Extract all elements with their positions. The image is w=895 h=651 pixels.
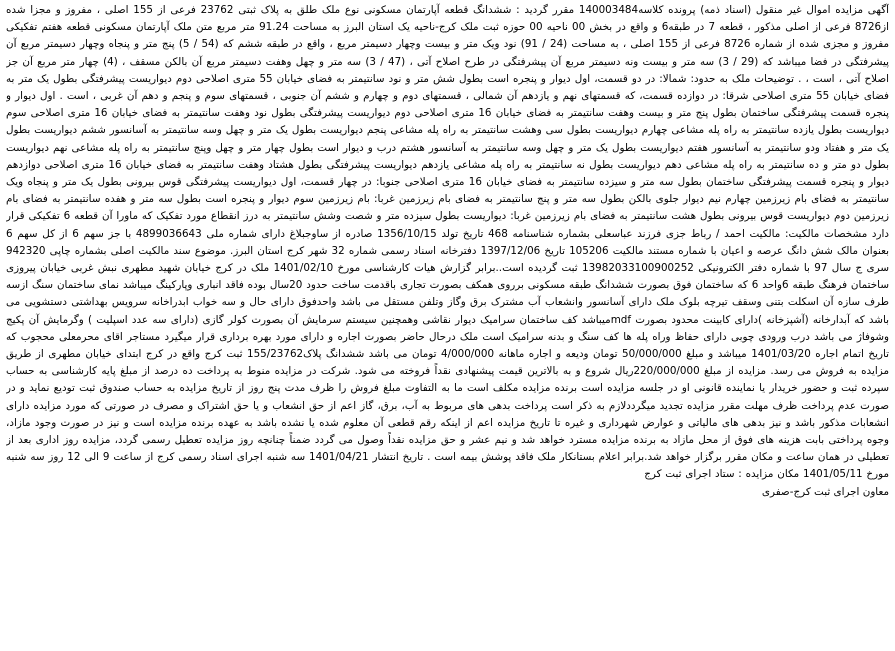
signature-line: معاون اجرای ثبت کرج-صفری bbox=[761, 485, 889, 498]
auction-notice-text: آگهی مزایده اموال غیر منقول (اسناد ذمه) پرونده کلاسه140003484 مقرر گردید : ششدانگ قطعه آپارتمان مسکونی نوع ملک طلق به پلاک ثبتی 23762 فرعی از 155 اصلی ، مفروز و مجزا شده از8726 فرعی از اصلی مذکور ، قطعه 7 در طبقه6 و واقع در بخش 00 ناحیه 00 حوزه ثبت ملک کرج-ناحیه یک استان البرز به مساحت 91.24 متر مربع متن ملک آپارتمان مسکونی قطعه هفتم تفکیکی مفروز و مجزی شده از شماره 8726 فرعی از 155 اصلی ، به مساحت (24 / 91) نود ویک متر و بیست وچهار دسیمتر مربع ، واقع در طبقه ششم که (54 / 5) پنج متر و پنجاه وچهار دسیمتر مربع آن پیشرفتگی در فضا میباشد که (29 / 3) سه متر و بیست ونه دسیمتر مربع آن پیشرفتگی در طرح اصلاح آتی ، (47 / 3) سه متر و چهل وهفت دسیمتر مربع آن بالکن مسقف ، (4) چهار متر مربع آن جز اصلاح آتی ، است ، . توضیحات ملک به حدود: شمالا: در دو قسمت، اول دیوار و پنجره است بطول شش متر و نود سانتیمتر به فضای خیابان 55 متری اصلاحی دوم دیواریست پیشرفتگی بطول یک متر به فضای خیابان 55 متری اصلاحی شرقا: در دوازده قسمت، که قسمتهای نهم و یازدهم آن شمالی ، قسمتهای دوم و چهارم و ششم آن جنوبی ، قسمتهای سوم و پنجم و دهم آن غربی ، است . اول دیوار و پنجره قسمت پیشرفتگی ساختمان بطول پنج متر و بیست وهفت سانتیمتر به فضای خیابان 16 متری اصلاحی دوم دیواریست پیشرفتگی بطول نود وهفت سانتیمتر به فضای خیابان 16 متری اصلاحی سوم دیواریست بطول یازده سانتیمتر به راه پله مشاعی چهارم دیواریست بطول سی وهشت سانتیمتر به راه پله مشاعی پنجم دیواریست بطول یک متر و چهل وسه سانتیمتر به آسانسور ششم دیواریست بطول یک متر و هفتاد ودو سانتیمتر به آسانسور هفتم دیواریست بطول یک متر و چهل وسه سانتیمتر به آسانسور هشتم درب و دیوار است بطول چهار متر و چهل وپنج سانتیمتر به راه پله مشاعی نهم دیواریست بطول دو متر و ده سانتیمتر به راه پله مشاعی دهم دیواریست بطول نه سانتیمتر به راه پله مشاعی یازدهم دیواریست پیشرفتگی بطول هشتاد وهفت سانتیمتر به فضای خیابان 16 متری اصلاحی دوازدهم دیوار و پنجره قسمت پیشرفتگی ساختمان بطول سه متر و سیزده سانتیمتر به فضای خیابان 16 متری اصلاحی جنوبا: در چهار قسمت، اول دیواریست پیشرفتگی قوس بیرونی بطول یک متر و پنجاه ویک سانتیمتر به فضای بام زیرزمین چهارم نیم دیوار جلوی بالکن بطول سه متر و پنج سانتیمتر به فضای بام زیرزمین غربا: بام زیرزمین سوم دیوار و پنجره است بطول سه متر و هفده سانتیمتر به فضای بام زیرزمین دوم دیواریست قوس بیرونی بطول هشت سانتیمتر به فضای بام زیرزمین غربا: دیواریست بطول سیزده متر و شصت وشش سانتیمتر به درز انقطاع مورد تفکیک که ماورا آن قطعه 6 تفکیکی قرار دارد مشخصات مالکیت: مالکیت احمد / رباط جزی فرزند عباسعلی بشماره شناسنامه 468 تاریخ تولد 1356/10/15 صادره از ساوجبلاغ دارای شماره ملی 4899036643 با جز سهم 6 از کل سهم 6 بعنوان مالک شش دانگ عرصه و اعیان با شماره مستند مالکیت 105206 تاریخ 1397/12/06 دفترخانه اسناد رسمی شماره 32 شهر کرج استان البرز. موضوع سند مالکیت اصلی بشماره چاپی 942320 سری ج سال 97 با شماره دفتر الکترونیکی 13982033100900252 ثبت گردیده است..برابر گزارش هیات کارشناسی مورخ 1401/02/10 ملک در کرج خیابان شهید مطهری نبش غربی خیابان پیروزی ساختمان فرهنگ طبقه 6واحد 6 که ساختمان فوق بصورت ششدانگ طبقه مسکونی برروی همکف بصورت تجاری باقدمت ساخت حدود 20سال بوده فاقد انباری وپارکینگ میباشد نمای ساختمان سنگ ازسه طرف سازه آن اسکلت بتنی وسقف تیرچه بلوک ملک دارای آسانسور وانشعاب آب مشترک برق وگاز وتلفن مستقل می باشد واحدفوق دارای حال و سه خواب ابدراخانه سرویس بهداشتی دستشویی می باشد که آبدارخانه (آشپزخانه )دارای کابینت محدود بصورت mdfمیباشد کف ساختمان سرامیک دیوار نقاشی وهمچنین سیستم سرمایش آن بصورت کولر گازی (دارای سه عدد اسپلیت ) وگرمایش آن پکیج وشوفاژ می باشد درب ورودی چوبی دارای حفاظ وراه پله ها کف سنگ و بدنه سرامیک است ملک درحال حاضر بصورت اجاره و دارای مورد بهره برداری قرار میگیرد مستاجر اقای محرمعلی محجوب که تاریخ اتمام اجاره 1401/03/20 میباشد و مبلغ 50/000/000 تومان ودیعه و اجاره ماهانه 4/000/000 تومان می باشد ششدانگ پلاک155/23762 ثبت کرج واقع در کرج ابتدای خیابان مطهری از طریق مزایده به فروش می رسد. مزایده از مبلغ 220/000/000ریال شروع و به بالاترین قیمت پیشنهادی نقداً فروخته می شود. شرکت در مزایده منوط به پرداخت ده درصد از مبلغ پایه کارشناسی به حساب سپرده ثبت و حضور خریدار یا نماینده قانونی او در جلسه مزایده است برنده مزایده مکلف است ما به التفاوت مبلغ فروش را ظرف مدت پنج روز از تاریخ مزایده به حساب صندوق ثبت تودیع نماید و در صورت عدم پرداخت ظرف مهلت مقرر مزایده تجدید میگرددلازم به ذکر است پرداخت بدهی های مربوط به آب، برق، گاز اعم از حق انشعاب و یا حق اشتراک و مصرف در صورتی که مورد مزایده دارای انشعابات مذکور باشد و نیز بدهی های مالیاتی و عوارض شهرداری و غیره تا تاریخ مزایده اعم از اینکه رقم قطعی آن معلوم شده یا نشده باشد به عهده برنده مزایده است و نیز در صورت وجود مازاد، وجوه پرداختی بابت هزینه های فوق از محل مازاد به برنده مزایده مسترد خواهد شد و نیم عشر و حق مزایده نقداً وصول می گردد ضمناً چنانچه روز مزایده تعطیل رسمی گردد، مزایده روز اداری بعد از تعطیلی در همان ساعت و مکان مقرر برگزار خواهد شد.برابر اعلام بستانکار ملک فاقد پوشش بیمه است . تاریخ انتشار 1401/04/21 سه شنبه اجرای اسناد رسمی کرج از ساعت 9 الی 12 روز سه شنبه مورخ 1401/05/11 مکان مزایده : ستاد اجرای ثبت کرج bbox=[6, 4, 889, 481]
